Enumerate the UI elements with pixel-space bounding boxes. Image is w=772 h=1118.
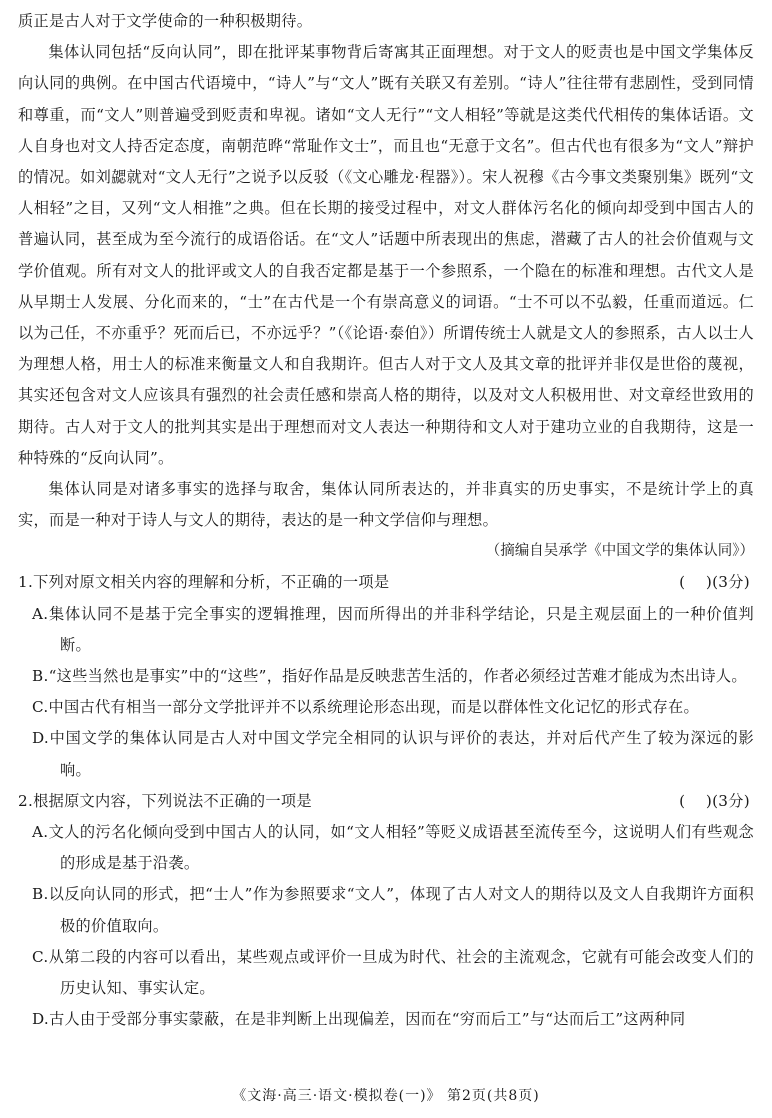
passage-paragraph-2: 集体认同是对诸多事实的选择与取舍，集体认同所表达的，并非真实的历史事实，不是统计学上的真实，而是一种对于诗人与文人的期待，表达的是一种文学信仰与理想。	[18, 480, 754, 530]
passage-source: （摘编自吴承学《中国文学的集体认同》）	[485, 543, 754, 560]
question-2-option-d: D.古人由于受部分事实蒙蔽，在是非判断上出现偏差，因而在“穷而后工”与“达而后工”这两种同	[32, 1010, 686, 1029]
question-2	[18, 786, 754, 1036]
question-2-stem-row	[18, 786, 754, 817]
question-1-option-c: C.中国古代有相当一部分文学批评并不以系统理论形态出现，而是以群体性文化记忆的形式存在。	[32, 698, 699, 717]
question-1-answer-blank: ( )(3分)	[679, 573, 750, 592]
question-1-stem-row	[18, 567, 754, 598]
page-footer: 《文海·高三·语文·模拟卷(一)》 第2页(共8页)	[232, 1088, 540, 1104]
passage-continued-line: 质正是古人对于文学使命的一种积极期待。	[18, 12, 313, 30]
question-2-option-a: A.文人的污名化倾向受到中国古人的认同，如“文人相轻”等贬义成语甚至流传至今，这说明人们有些观念的形成是基于沿袭。	[32, 823, 754, 873]
question-2-answer-blank: ( )(3分)	[679, 791, 750, 810]
question-1-option-a: A.集体认同不是基于完全事实的逻辑推理，因而所得出的并非科学结论，只是主观层面上的一种价值判断。	[32, 604, 754, 654]
question-1-stem: 1.下列对原文相关内容的理解和分析，不正确的一项是	[18, 573, 390, 592]
question-2-stem: 2.根据原文内容，下列说法不正确的一项是	[18, 791, 312, 810]
question-2-option-b: B.以反向认同的形式，把“士人”作为参照要求“文人”，体现了古人对文人的期待以及文人自我期许方面积极的价值取向。	[32, 885, 754, 935]
question-2-option-c: C.从第二段的内容可以看出，某些观点或评价一旦成为时代、社会的主流观念，它就有可能会改变人们的历史认知、事实认定。	[32, 947, 754, 998]
question-1-option-d: D.中国文学的集体认同是古人对中国文学完全相同的认识与评价的表达，并对后代产生了较为深远的影响。	[32, 729, 754, 779]
passage-paragraph-1: 集体认同包括“反向认同”，即在批评某事物背后寄寓其正面理想。对于文人的贬责也是中国文学集体反向认同的典例。在中国古代语境中，“诗人”与“文人”既有关联又有差别。“诗人”往往带有悲剧性，受到同情和尊重，而“文人”则普遍受到贬责和卑视。诸如“文人无行”“文人相轻”等就是这类代代相传的集体话语。文人自身也对文人持否定态度，南朝范晔“常耻作文士”，而且也“无意于文名”。但古代也有很多为“文人”辩护的情况。如刘勰就对“文人无行”之说予以反驳（《文心雕龙·程器》）。宋人祝穆《古今事文类聚别集》既列“文人相轻”之目，又列“文人相推”之典。但在长期的接受过程中，对文人群体污名化的倾向却受到中国古人的普遍认同，甚至成为至今流行的成语俗话。在“文人”话题中所表现出的焦虑，潜藏了古人的社会价值观与文学价值观。所有对文人的批评或文人的自我否定都是基于一个参照系，一个隐在的标准和理想。古代文人是从早期士人发展、分化而来的，“士”在古代是一个有崇高意义的词语。“士不可以不弘毅，任重而道远。仁以为己任，不亦重乎？死而后已，不亦远乎？”（《论语·泰伯》）所谓传统士人就是文人的参照系，古人以士人为理想人格，用士人的标准来衡量文人和自我期许。但古人对于文人及其文章的批评并非仅是世俗的蔑视，其实还包含对文人应该具有强烈的社会责任感和崇高人格的期待，以及对文人积极用世、对文章经世致用的期待。古人对于文人的批判其实是出于理想而对文人表达一种期待和文人对于建功立业的自我期待，这是一种特殊的“反向认同”。	[18, 43, 754, 467]
question-1-option-b: B.“这些当然也是事实”中的“这些”，指好作品是反映悲苦生活的，作者必须经过苦难才能成为杰出诗人。	[32, 667, 747, 686]
question-1	[18, 567, 754, 785]
